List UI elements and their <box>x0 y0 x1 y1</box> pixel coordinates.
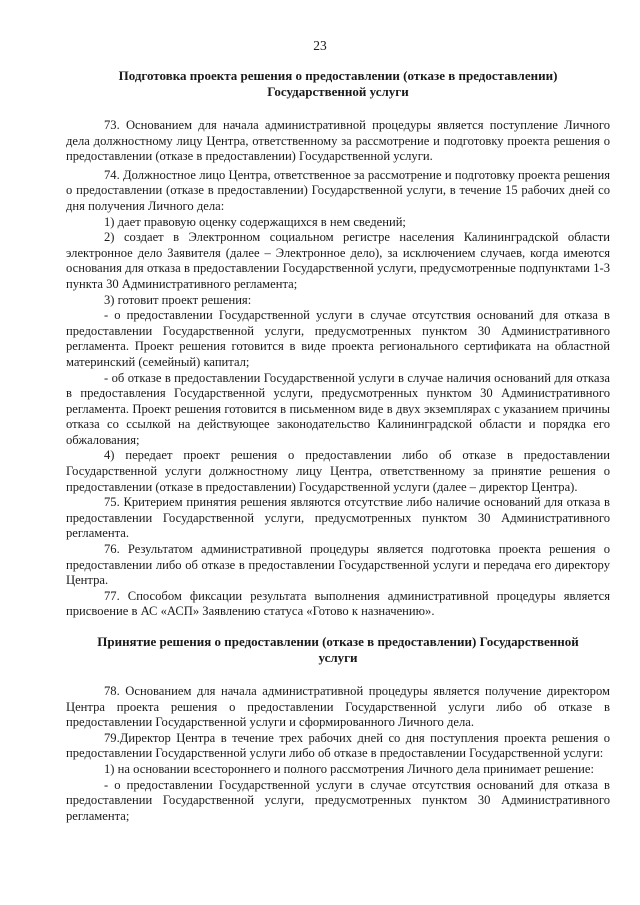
paragraph-74-item-3-grant: - о предоставлении Государственной услуги в случае отсутствия оснований для отказа в предоставлении Государственной услуги, предусмотренных пунктом 30 Административного регламента. Проект решения готовится в виде проекта регионального сертификата на областной материнский (семейный) капитал; <box>66 308 610 369</box>
paragraph-74-item-2: 2) создает в Электронном социальном регистре населения Калининградской области электронное дело Заявителя (далее – Электронное дело), за исключением случаев, когда имеются основания для отказа в предоставлении Государственной услуги, предусмотренные подпунктами 1-3 пункта 30 Административного регламента; <box>66 230 610 291</box>
paragraph-73: 73. Основанием для начала административной процедуры является поступление Личного дела должностному лицу Центра, ответственному за рассмотрение и подготовку проекта решения о предоставлении (отказе в предоставлении) Государственной услуги. <box>66 118 610 164</box>
section-heading-line: услуги <box>318 650 358 665</box>
document-body <box>66 68 610 824</box>
page-number: 23 <box>313 38 327 53</box>
paragraph-79-item-1: 1) на основании всестороннего и полного рассмотрения Личного дела принимает решение: <box>104 761 594 776</box>
paragraph-75: 75. Критерием принятия решения являются отсутствие либо наличие оснований для отказа в предоставлении Государственной услуги, предусмотренных пунктом 30 Административного регламента. <box>66 495 610 541</box>
paragraph-78: 78. Основанием для начала административной процедуры является получение директором Центра проекта решения о предоставлении Государственной услуги либо об отказе в предоставлении Государственной услуги и сформированного Личного дела. <box>66 684 610 730</box>
section-heading-line: Принятие решения о предоставлении (отказе в предоставлении) Государственной <box>97 634 579 649</box>
section-heading-preparation <box>66 68 610 100</box>
paragraph-76: 76. Результатом административной процедуры является подготовка проекта решения о предоставлении либо об отказе в предоставлении Государственной услуги и передача его директору Центра. <box>66 542 610 588</box>
paragraph-74-item-4: 4) передает проект решения о предоставлении либо об отказе в предоставлении Государственной услуги должностному лицу Центра, ответственному за принятие решения о предоставлении (отказе в предоставлении) Государственной услуги (далее – директор Центра). <box>66 448 610 494</box>
paragraph-79: 79.Директор Центра в течение трех рабочих дней со дня поступления проекта решения о предоставлении Государственной услуги либо об отказе в предоставлении Государственной услуги: <box>66 730 610 761</box>
section-heading-line: Подготовка проекта решения о предоставлении (отказе в предоставлении) <box>118 68 558 83</box>
paragraph-79-item-1-grant: - о предоставлении Государственной услуги в случае отсутствия оснований для отказа в предоставлении Государственной услуги, предусмотренных пунктом 30 Административного регламента; <box>66 777 610 823</box>
paragraph-74: 74. Должностное лицо Центра, ответственное за рассмотрение и подготовку проекта решения о предоставлении (отказе в предоставлении) Государственной услуги, в течение 15 рабочих дней со дня получения Личного дела: <box>66 167 610 213</box>
paragraph-74-item-1: 1) дает правовую оценку содержащихся в нем сведений; <box>104 214 406 229</box>
paragraph-77: 77. Способом фиксации результата выполнения административной процедуры является присвоение в АС «АСП» Заявлению статуса «Готово к назначению». <box>66 588 610 619</box>
paragraph-74-item-3: 3) готовит проект решения: <box>104 292 252 307</box>
section-heading-decision <box>66 634 610 666</box>
paragraph-74-item-3-refusal: - об отказе в предоставлении Государственной услуги в случае наличия оснований для отказа в предоставления Государственной услуги, предусмотренных пунктом 30 Административного регламента. Проект решения готовится в письменном виде в двух экземплярах с указанием причины отказа со ссылкой на действующее законодательство Калининградской области и порядка его обжалования; <box>66 370 610 447</box>
section-heading-line: Государственной услуги <box>267 84 409 99</box>
